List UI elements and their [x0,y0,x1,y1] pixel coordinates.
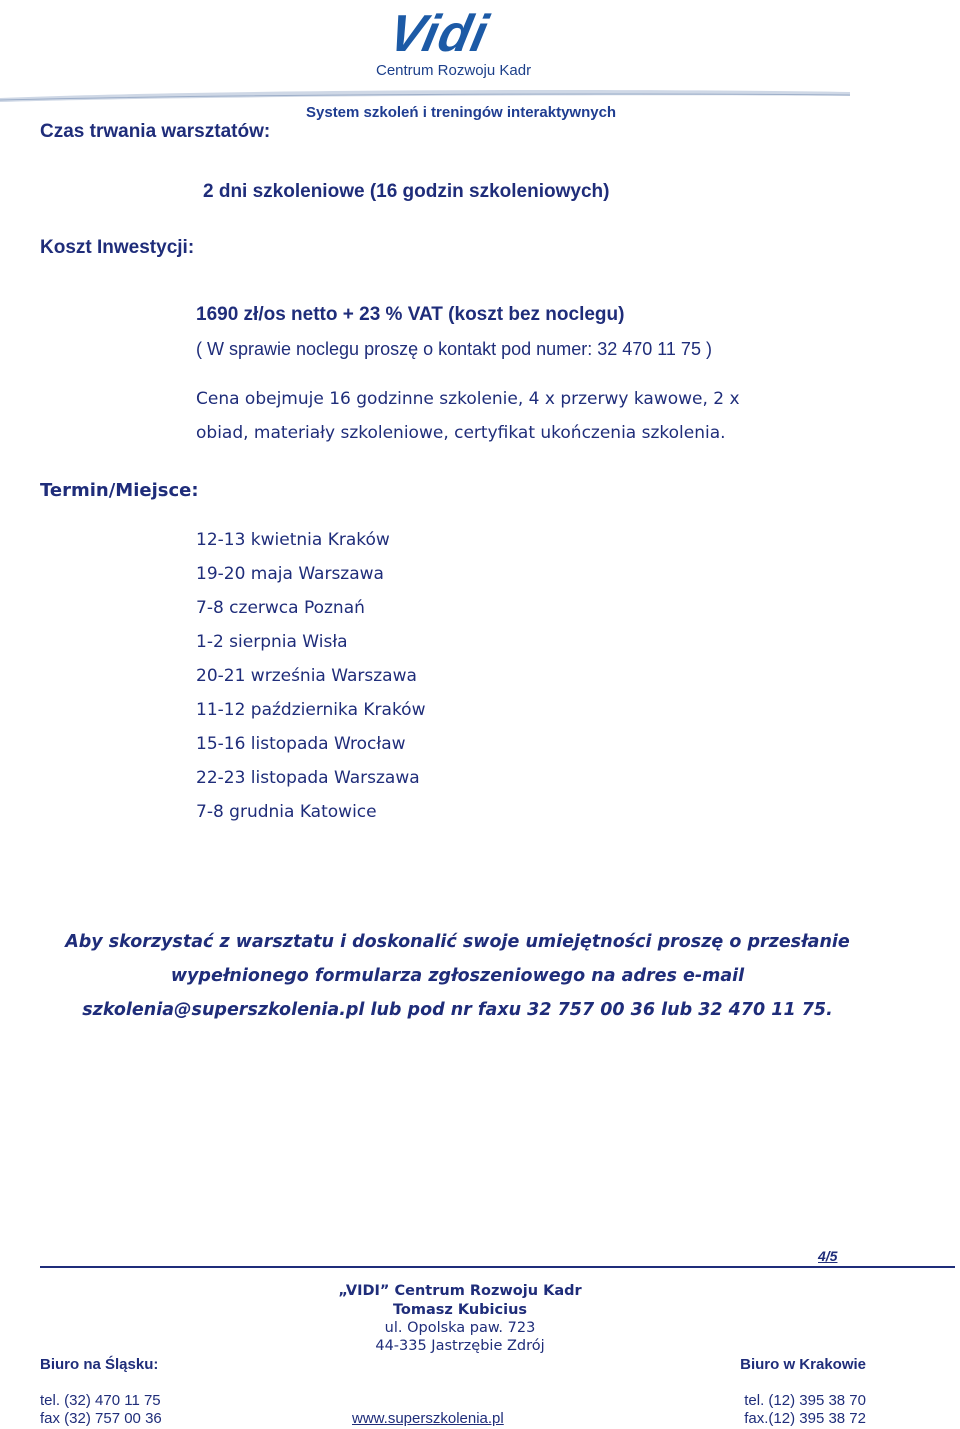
header-swoosh-divider [0,86,850,102]
footer-website-link[interactable]: www.superszkolenia.pl [352,1410,504,1427]
footer-city: 44-335 Jastrzębie Zdrój [375,1338,545,1354]
page-number: 4/5 [818,1248,838,1264]
footer-left-tel: tel. (32) 470 11 75 [40,1392,161,1409]
logo-subtitle: Centrum Rozwoju Kadr [376,62,532,79]
footer-divider [40,1266,955,1268]
tagline: System szkoleń i treningów interaktywnych [306,104,617,121]
schedule-item: 19-20 maja Warszawa [196,564,384,584]
schedule-item: 20-21 września Warszawa [196,666,417,686]
schedule-label: Termin/Miejsce: [40,480,199,501]
footer-street: ul. Opolska paw. 723 [384,1320,536,1336]
duration-value: 2 dni szkoleniowe (16 godzin szkoleniowych) [203,181,610,202]
schedule-item: 11-12 października Kraków [196,700,426,720]
schedule-item: 1-2 sierpnia Wisła [196,632,348,652]
schedule-item: 7-8 grudnia Katowice [196,802,377,822]
footer-right-office-label: Biuro w Krakowie [740,1356,866,1373]
footer-company: „VIDI” Centrum Rozwoju Kadr [338,1283,582,1299]
price: 1690 zł/os netto + 23 % VAT (koszt bez noclegu) [196,304,625,325]
lodging-note: ( W sprawie noclegu proszę o kontakt pod numer: 32 470 11 75 ) [196,339,712,359]
schedule-item: 22-23 listopada Warszawa [196,768,420,788]
cta-line-3: szkolenia@superszkolenia.pl lub pod nr faxu 32 757 00 36 lub 32 470 11 75. [82,1000,833,1020]
schedule-item: 15-16 listopada Wrocław [196,734,406,754]
price-includes-line-1: Cena obejmuje 16 godzinne szkolenie, 4 x przerwy kawowe, 2 x [196,389,740,409]
cta-line-2: wypełnionego formularza zgłoszeniowego na adres e-mail [170,966,745,986]
cta-line-1: Aby skorzystać z warsztatu i doskonalić swoje umiejętności proszę o przesłanie [65,932,850,952]
footer-left-fax: fax (32) 757 00 36 [40,1410,162,1427]
price-includes-line-2: obiad, materiały szkoleniowe, certyfikat ukończenia szkolenia. [196,423,726,443]
duration-label: Czas trwania warsztatów: [40,121,271,142]
schedule-item: 12-13 kwietnia Kraków [196,530,390,550]
footer-person: Tomasz Kubicius [392,1302,528,1318]
footer-right-tel: tel. (12) 395 38 70 [744,1392,866,1409]
cost-label: Koszt Inwestycji: [40,237,195,258]
logo: Vidi [383,5,494,63]
schedule-item: 7-8 czerwca Poznań [196,598,365,618]
footer-left-office-label: Biuro na Śląsku: [40,1356,159,1373]
footer-right-fax: fax.(12) 395 38 72 [744,1410,866,1427]
schedule-list [196,528,425,834]
